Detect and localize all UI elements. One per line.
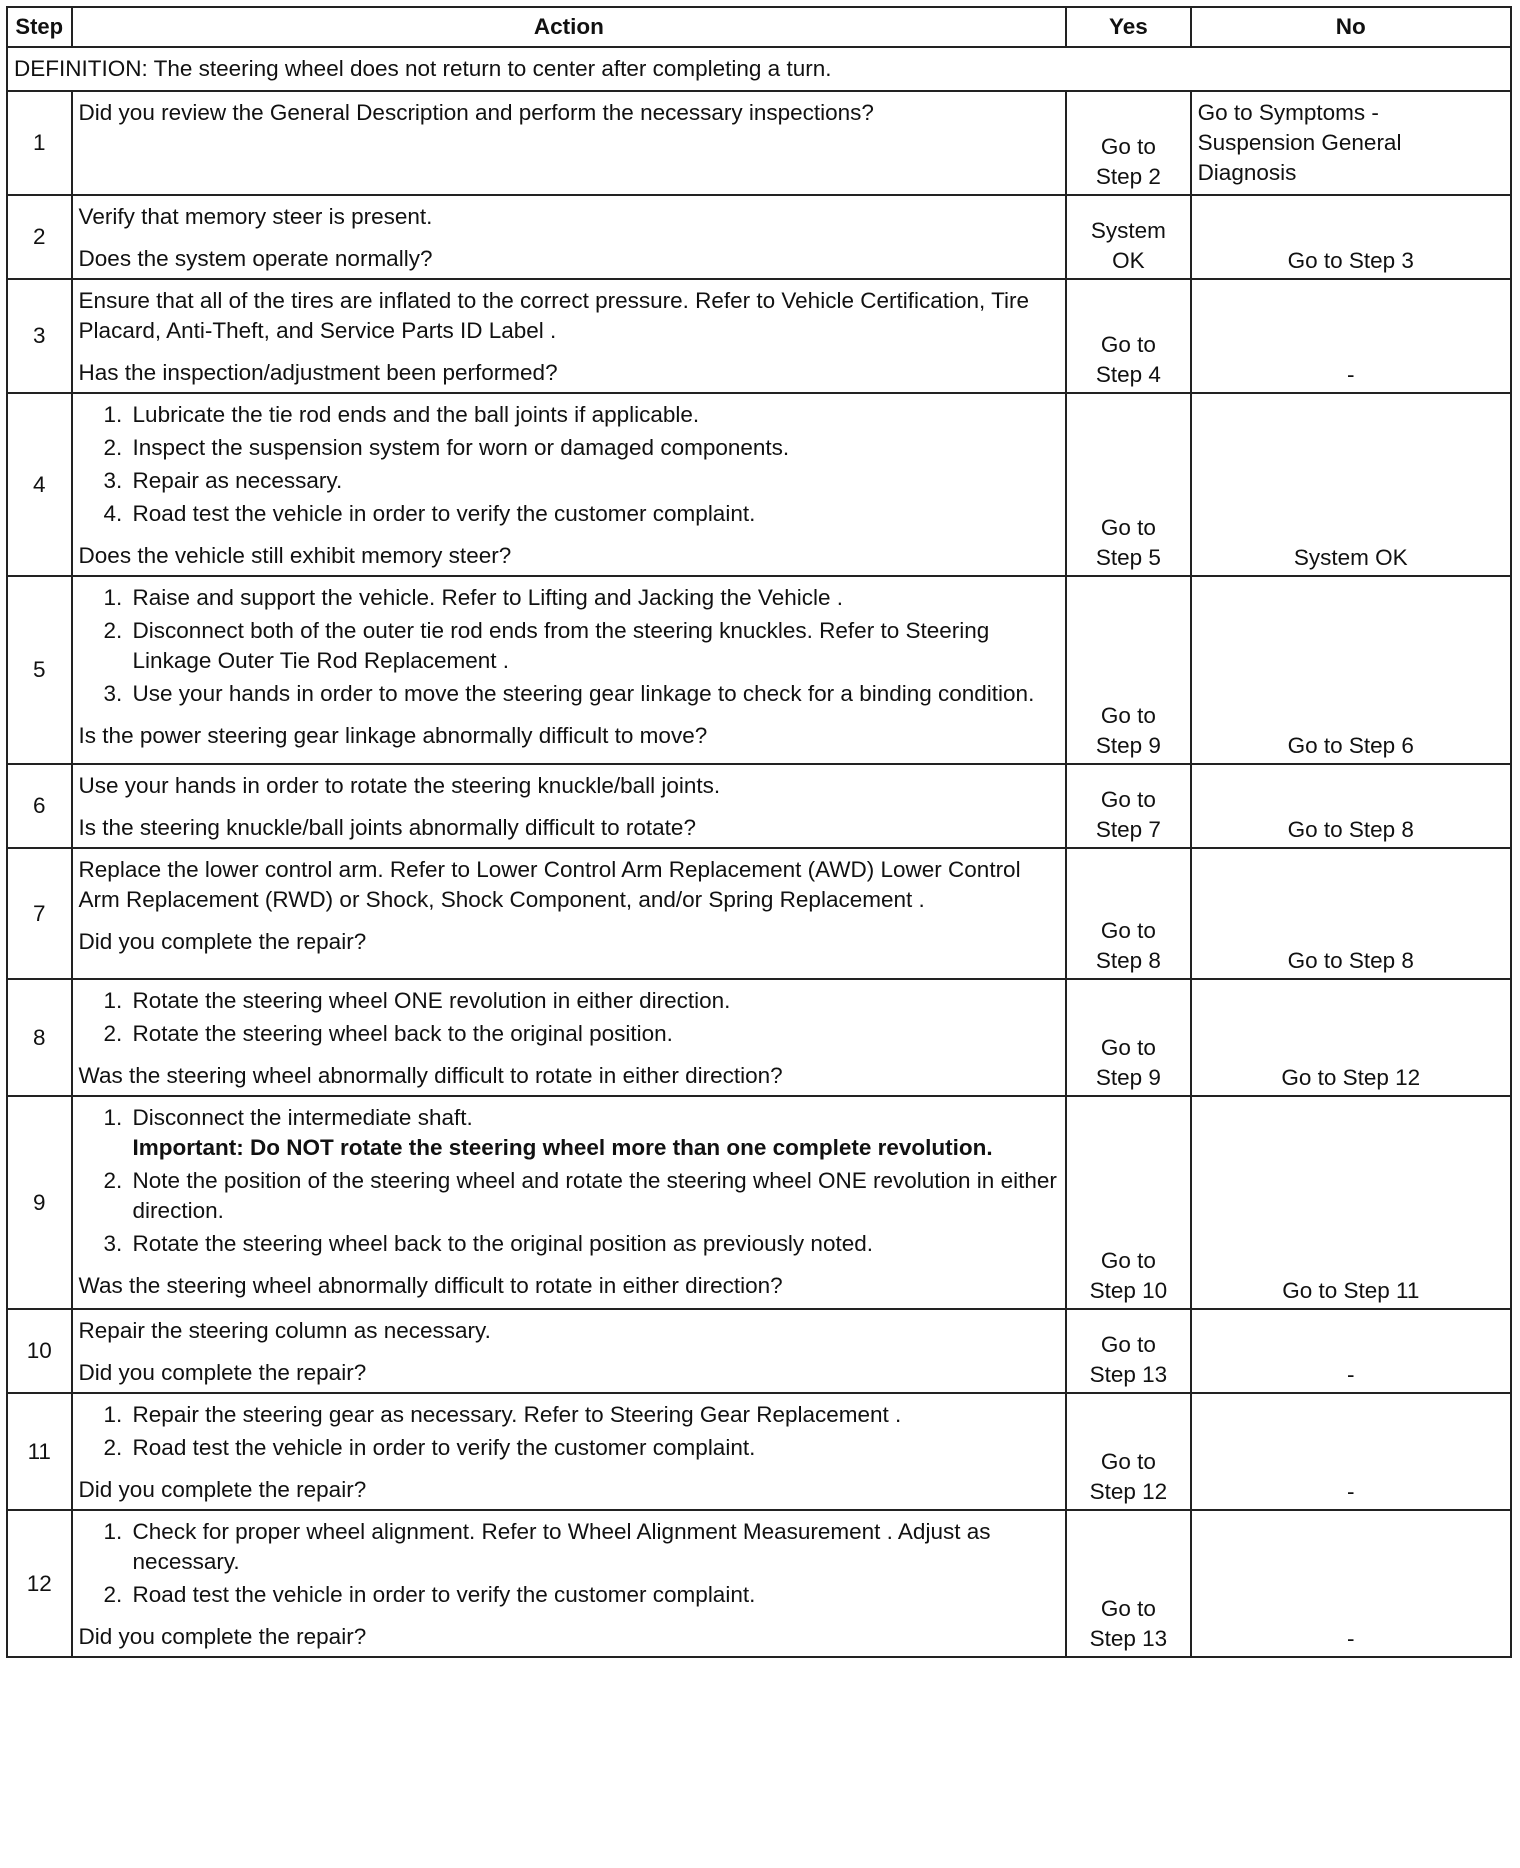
action-step-item bbox=[129, 1229, 1060, 1259]
header-yes: Yes bbox=[1066, 7, 1190, 47]
action-cell bbox=[72, 279, 1067, 393]
action-text: Replace the lower control arm. Refer to Lower Control Arm Replacement (AWD) Lower Control Arm Replacement (RWD) or Shock, Shock Component, and/or Spring Replacement . bbox=[78, 857, 1021, 912]
no-result bbox=[1191, 91, 1511, 195]
action-step-text: Road test the vehicle in order to verify the customer complaint. bbox=[132, 1582, 756, 1607]
yes-result bbox=[1066, 91, 1190, 195]
header-no: No bbox=[1191, 7, 1511, 47]
action-steps-list bbox=[79, 986, 1060, 1049]
action-text: Use your hands in order to rotate the steering knuckle/ball joints. bbox=[78, 773, 721, 798]
action-question: Was the steering wheel abnormally difficult to rotate in either direction? bbox=[78, 1273, 783, 1298]
action-step-text: Check for proper wheel alignment. Refer to Wheel Alignment Measurement . Adjust as necessary. bbox=[132, 1519, 991, 1574]
header-action: Action bbox=[72, 7, 1067, 47]
header-step: Step bbox=[7, 7, 72, 47]
action-step-item bbox=[129, 1580, 1060, 1610]
yes-result bbox=[1066, 1096, 1190, 1309]
yes-result-line: Step 12 bbox=[1089, 1479, 1168, 1504]
step-number: 11 bbox=[7, 1393, 72, 1510]
action-question: Did you complete the repair? bbox=[78, 1624, 367, 1649]
yes-result-line: Step 4 bbox=[1095, 362, 1161, 387]
table-row bbox=[7, 393, 1511, 576]
no-result-line: Go to Step 11 bbox=[1282, 1278, 1420, 1303]
action-step-item bbox=[129, 433, 1060, 463]
step-number: 6 bbox=[7, 764, 72, 848]
step-number: 9 bbox=[7, 1096, 72, 1309]
action-step-item bbox=[129, 616, 1060, 676]
action-steps-list bbox=[79, 400, 1060, 529]
yes-result-line: Go to bbox=[1100, 703, 1156, 728]
action-cell bbox=[72, 848, 1067, 979]
diagnostic-table-container bbox=[6, 6, 1514, 1862]
no-result-line: Go to Step 12 bbox=[1281, 1065, 1421, 1090]
table-row bbox=[7, 848, 1511, 979]
yes-result-line: Go to bbox=[1100, 787, 1156, 812]
action-step-text: Repair the steering gear as necessary. Refer to Steering Gear Replacement . bbox=[132, 1402, 902, 1427]
no-result bbox=[1191, 576, 1511, 764]
action-step-item bbox=[129, 400, 1060, 430]
action-step-item bbox=[129, 1166, 1060, 1226]
yes-result-line: Step 8 bbox=[1095, 948, 1161, 973]
no-result-line: - bbox=[1347, 362, 1355, 387]
no-result bbox=[1191, 1393, 1511, 1510]
table-row bbox=[7, 1510, 1511, 1657]
no-result-line: Go to Step 8 bbox=[1287, 948, 1414, 973]
table-row bbox=[7, 1309, 1511, 1393]
yes-result bbox=[1066, 1393, 1190, 1510]
no-result bbox=[1191, 393, 1511, 576]
action-question: Is the steering knuckle/ball joints abnormally difficult to rotate? bbox=[78, 815, 696, 840]
action-step-item bbox=[129, 499, 1060, 529]
step-number: 1 bbox=[7, 91, 72, 195]
no-result bbox=[1191, 279, 1511, 393]
yes-result-line: Step 13 bbox=[1089, 1362, 1168, 1387]
action-step-text: Rotate the steering wheel back to the original position as previously noted. bbox=[132, 1231, 873, 1256]
no-result bbox=[1191, 979, 1511, 1096]
yes-result-line: Go to bbox=[1100, 515, 1156, 540]
table-row bbox=[7, 195, 1511, 279]
action-step-text: Road test the vehicle in order to verify the customer complaint. bbox=[132, 1435, 756, 1460]
action-cell bbox=[72, 393, 1067, 576]
table-row bbox=[7, 1393, 1511, 1510]
no-result-line: Diagnosis bbox=[1197, 160, 1297, 185]
no-result-line: Go to Step 6 bbox=[1287, 733, 1414, 758]
yes-result-line: Step 7 bbox=[1095, 817, 1161, 842]
action-question: Is the power steering gear linkage abnormally difficult to move? bbox=[78, 723, 708, 748]
diagnostic-table bbox=[6, 6, 1512, 1658]
step-number: 4 bbox=[7, 393, 72, 576]
action-step-item bbox=[129, 466, 1060, 496]
action-cell bbox=[72, 1309, 1067, 1393]
action-step-text: Disconnect both of the outer tie rod ends from the steering knuckles. Refer to Steering Linkage Outer Tie Rod Replacement . bbox=[132, 618, 990, 673]
action-steps-list bbox=[79, 1517, 1060, 1610]
action-text: Ensure that all of the tires are inflated to the correct pressure. Refer to Vehicle Certification, Tire Placard, Anti-Theft, and Service Parts ID Label . bbox=[78, 288, 1030, 343]
action-question: Has the inspection/adjustment been performed? bbox=[78, 360, 558, 385]
step-number: 12 bbox=[7, 1510, 72, 1657]
action-cell bbox=[72, 1393, 1067, 1510]
yes-result bbox=[1066, 1309, 1190, 1393]
yes-result bbox=[1066, 576, 1190, 764]
action-cell bbox=[72, 764, 1067, 848]
action-step-text: Repair as necessary. bbox=[132, 468, 343, 493]
no-result bbox=[1191, 195, 1511, 279]
action-text: Verify that memory steer is present. bbox=[78, 204, 433, 229]
action-step-text: Road test the vehicle in order to verify the customer complaint. bbox=[132, 501, 756, 526]
yes-result-line: Step 2 bbox=[1095, 164, 1161, 189]
action-question: Does the system operate normally? bbox=[78, 246, 433, 271]
step-number: 5 bbox=[7, 576, 72, 764]
yes-result-line: Step 10 bbox=[1089, 1278, 1168, 1303]
table-row bbox=[7, 979, 1511, 1096]
table-row bbox=[7, 764, 1511, 848]
yes-result-line: Go to bbox=[1100, 918, 1156, 943]
yes-result bbox=[1066, 764, 1190, 848]
action-step-item bbox=[129, 1433, 1060, 1463]
action-step-item bbox=[129, 1103, 1060, 1163]
action-cell bbox=[72, 576, 1067, 764]
no-result-line: - bbox=[1347, 1479, 1355, 1504]
action-step-text: Rotate the steering wheel back to the original position. bbox=[132, 1021, 673, 1046]
yes-result-line: Go to bbox=[1100, 332, 1156, 357]
no-result-line: Go to Symptoms - bbox=[1197, 100, 1379, 125]
action-cell bbox=[72, 1510, 1067, 1657]
action-steps-list bbox=[79, 583, 1060, 709]
header-row bbox=[7, 7, 1511, 47]
action-question: Was the steering wheel abnormally difficult to rotate in either direction? bbox=[78, 1063, 783, 1088]
action-question: Did you complete the repair? bbox=[78, 1360, 367, 1385]
action-question: Did you complete the repair? bbox=[78, 929, 367, 954]
action-text: Repair the steering column as necessary. bbox=[78, 1318, 491, 1343]
important-note: Important: Do NOT rotate the steering wheel more than one complete revolution. bbox=[132, 1135, 993, 1160]
action-step-text: Lubricate the tie rod ends and the ball joints if applicable. bbox=[132, 402, 700, 427]
yes-result bbox=[1066, 279, 1190, 393]
definition-text: DEFINITION: The steering wheel does not return to center after completing a turn. bbox=[7, 47, 1511, 91]
no-result-line: Go to Step 8 bbox=[1287, 817, 1414, 842]
step-number: 10 bbox=[7, 1309, 72, 1393]
definition-row bbox=[7, 47, 1511, 91]
no-result-line: - bbox=[1347, 1626, 1355, 1651]
table-row bbox=[7, 1096, 1511, 1309]
yes-result bbox=[1066, 979, 1190, 1096]
yes-result-line: Go to bbox=[1100, 134, 1156, 159]
action-cell bbox=[72, 1096, 1067, 1309]
yes-result bbox=[1066, 1510, 1190, 1657]
yes-result-line: Go to bbox=[1100, 1332, 1156, 1357]
action-text: Did you review the General Description and perform the necessary inspections? bbox=[78, 100, 874, 125]
no-result bbox=[1191, 1096, 1511, 1309]
action-step-item bbox=[129, 583, 1060, 613]
yes-result-line: Go to bbox=[1100, 1449, 1156, 1474]
table-row bbox=[7, 91, 1511, 195]
action-step-text: Note the position of the steering wheel and rotate the steering wheel ONE revolution in either direction. bbox=[132, 1168, 1057, 1223]
action-step-item bbox=[129, 1400, 1060, 1430]
step-number: 8 bbox=[7, 979, 72, 1096]
step-number: 2 bbox=[7, 195, 72, 279]
action-steps-list bbox=[79, 1400, 1060, 1463]
action-steps-list bbox=[79, 1103, 1060, 1259]
no-result bbox=[1191, 1309, 1511, 1393]
yes-result-line: Go to bbox=[1100, 1596, 1156, 1621]
action-step-text: Inspect the suspension system for worn or damaged components. bbox=[132, 435, 790, 460]
no-result-line: System OK bbox=[1293, 545, 1408, 570]
yes-result-line: OK bbox=[1112, 248, 1145, 273]
no-result-line: Go to Step 3 bbox=[1287, 248, 1414, 273]
action-cell bbox=[72, 979, 1067, 1096]
action-step-item bbox=[129, 1019, 1060, 1049]
no-result bbox=[1191, 764, 1511, 848]
yes-result-line: Step 13 bbox=[1089, 1626, 1168, 1651]
step-number: 3 bbox=[7, 279, 72, 393]
action-step-item bbox=[129, 1517, 1060, 1577]
yes-result bbox=[1066, 393, 1190, 576]
yes-result-line: Step 9 bbox=[1095, 1065, 1161, 1090]
action-step-text: Disconnect the intermediate shaft. bbox=[132, 1105, 473, 1130]
action-step-text: Raise and support the vehicle. Refer to Lifting and Jacking the Vehicle . bbox=[132, 585, 843, 610]
action-step-item bbox=[129, 986, 1060, 1016]
yes-result bbox=[1066, 195, 1190, 279]
table-row bbox=[7, 576, 1511, 764]
no-result-line: Suspension General bbox=[1197, 130, 1402, 155]
action-step-text: Use your hands in order to move the steering gear linkage to check for a binding condition. bbox=[132, 681, 1035, 706]
yes-result-line: Go to bbox=[1100, 1035, 1156, 1060]
yes-result bbox=[1066, 848, 1190, 979]
action-step-item bbox=[129, 679, 1060, 709]
no-result bbox=[1191, 1510, 1511, 1657]
action-cell bbox=[72, 91, 1067, 195]
table-row bbox=[7, 279, 1511, 393]
yes-result-line: Go to bbox=[1100, 1248, 1156, 1273]
action-question: Does the vehicle still exhibit memory steer? bbox=[78, 543, 512, 568]
action-question: Did you complete the repair? bbox=[78, 1477, 367, 1502]
yes-result-line: System bbox=[1090, 218, 1166, 243]
no-result bbox=[1191, 848, 1511, 979]
action-step-text: Rotate the steering wheel ONE revolution in either direction. bbox=[132, 988, 731, 1013]
step-number: 7 bbox=[7, 848, 72, 979]
no-result-line: - bbox=[1347, 1362, 1355, 1387]
yes-result-line: Step 5 bbox=[1095, 545, 1161, 570]
yes-result-line: Step 9 bbox=[1095, 733, 1161, 758]
action-cell bbox=[72, 195, 1067, 279]
